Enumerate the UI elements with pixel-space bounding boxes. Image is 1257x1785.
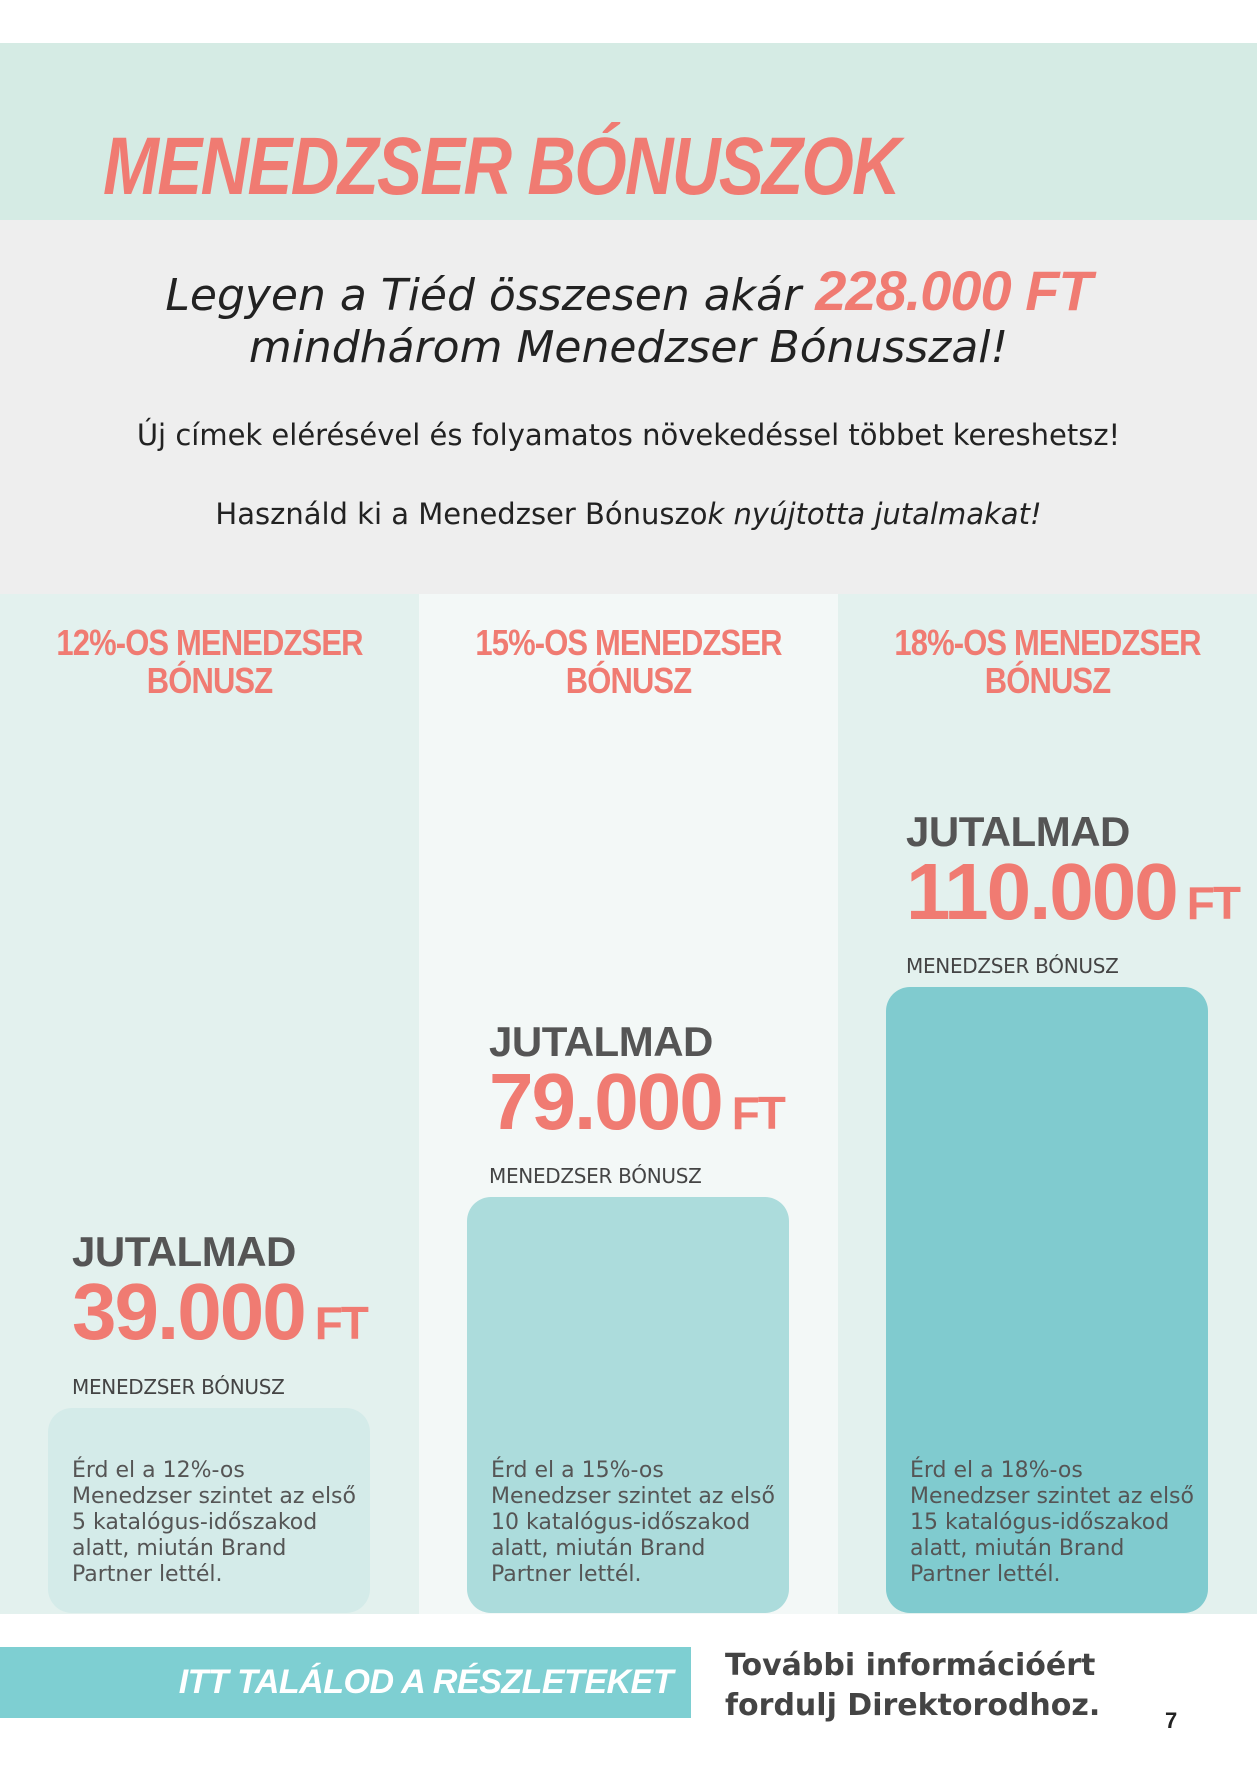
bonus-bar [467, 1197, 789, 1613]
bonus-title: 18%-OS MENEDZSER BÓNUSZ [894, 622, 1201, 701]
headline-amount: 228.000 FT [815, 259, 1092, 322]
amount-value: 110.000 [906, 847, 1177, 936]
intro-line-2 [0, 497, 1257, 531]
bonus-column-18 [838, 594, 1257, 1614]
reward-amount [906, 846, 1239, 938]
bonus-column-12 [0, 594, 419, 1614]
reward-subtitle: MENEDZSER BÓNUSZ [489, 1164, 702, 1188]
reward-amount [72, 1266, 367, 1358]
headline-line-1 [0, 258, 1257, 323]
details-link-button[interactable]: ITT TALÁLOD A RÉSZLETEKET [0, 1647, 691, 1718]
headline-line-2: mindhárom Menedzser Bónusszal! [248, 322, 1009, 373]
reward-subtitle: MENEDZSER BÓNUSZ [72, 1375, 285, 1399]
bonus-description: Érd el a 15%-os Menedzser szintet az első 10 katalógus-időszakod alatt, miután Brand Partner lettél. [491, 1458, 775, 1587]
amount-value: 39.000 [72, 1267, 305, 1356]
bonus-bar [886, 987, 1208, 1613]
reward-label: JUTALMAD [72, 1228, 296, 1275]
contact-info-line-1: További információért [725, 1648, 1096, 1683]
intro-line-1: Új címek elérésével és folyamatos növekedéssel többet kereshetsz! [136, 418, 1121, 452]
bonus-bar [48, 1408, 370, 1613]
reward-label: JUTALMAD [489, 1018, 713, 1065]
reward-label: JUTALMAD [906, 808, 1130, 855]
amount-value: 79.000 [489, 1057, 722, 1146]
amount-currency: FT [1186, 877, 1239, 929]
contact-info [725, 1646, 1145, 1726]
headline-text: Legyen a Tiéd összesen akár [165, 270, 816, 321]
intro-line-2-text: Használd ki a Menedzser Bónuszo [215, 497, 708, 531]
amount-currency: FT [314, 1297, 367, 1349]
bonus-column-15 [419, 594, 838, 1614]
intro-line-2-italic: k nyújtotta jutalmakat! [707, 497, 1042, 531]
reward-subtitle: MENEDZSER BÓNUSZ [906, 954, 1119, 978]
bonus-title: 15%-OS MENEDZSER BÓNUSZ [475, 622, 782, 701]
amount-currency: FT [731, 1087, 784, 1139]
contact-info-line-2: fordulj Direktorodhoz. [725, 1688, 1101, 1723]
page-title: MENEDZSER BÓNUSZOK [103, 121, 900, 212]
bonus-description: Érd el a 12%-os Menedzser szintet az első 5 katalógus-időszakod alatt, miután Brand Partner lettél. [72, 1458, 356, 1587]
reward-amount [489, 1056, 784, 1148]
bonus-description: Érd el a 18%-os Menedzser szintet az első 15 katalógus-időszakod alatt, miután Brand Partner lettél. [910, 1458, 1194, 1587]
bonus-title: 12%-OS MENEDZSER BÓNUSZ [56, 622, 363, 701]
page-number: 7 [1165, 1708, 1178, 1733]
